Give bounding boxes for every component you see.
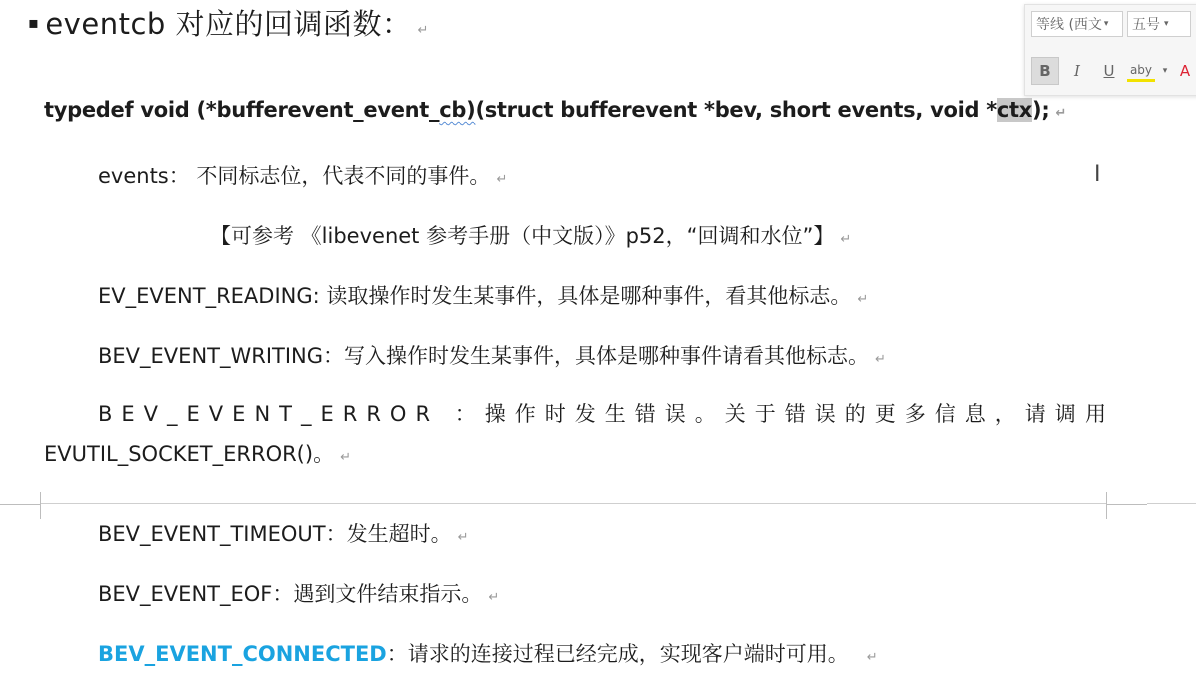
- reading-text: EV_EVENT_READING: 读取操作时发生某事件，具体是哪种事件，看其他标志。: [98, 284, 852, 308]
- error-line-cont[interactable]: [44, 438, 351, 468]
- chevron-down-icon[interactable]: ▾: [1162, 66, 1168, 76]
- error-text: BEV_EVENT_ERROR ：操作时发生错误。关于错误的更多信息，请调: [98, 402, 1085, 426]
- paragraph-mark-icon: ↵: [496, 172, 508, 187]
- font-size-value: 五号: [1132, 17, 1160, 33]
- spellcheck-squiggle-text[interactable]: cb): [439, 98, 476, 122]
- section-heading: [28, 2, 429, 43]
- code-part-1: typedef void (*bufferevent_event_: [44, 98, 440, 122]
- italic-button[interactable]: I: [1074, 62, 1080, 80]
- paragraph-mark-icon: ↵: [488, 590, 500, 605]
- connected-key: BEV_EVENT_CONNECTED: [98, 642, 387, 666]
- underline-button[interactable]: U: [1103, 62, 1115, 80]
- paragraph-mark-icon: ↵: [340, 450, 351, 465]
- connected-desc: ：请求的连接过程已经完成，实现客户端时可用。: [386, 642, 849, 666]
- paragraph-mark-icon: ↵: [457, 530, 469, 545]
- bold-button[interactable]: B: [1031, 57, 1059, 85]
- page-corner-left-bottom: [0, 504, 41, 519]
- eof-line[interactable]: [98, 578, 499, 608]
- events-line[interactable]: [98, 160, 507, 190]
- bullet-icon: ▪: [28, 13, 40, 32]
- paragraph-mark-icon: ↵: [866, 650, 878, 665]
- reference-text: 【可参考 《libevenet 参考手册（中文版）》p52，“回调和水位”】: [210, 224, 835, 248]
- error-text-end: 用: [1085, 402, 1106, 426]
- paragraph-mark-icon: ↵: [417, 23, 429, 38]
- reading-line[interactable]: [98, 280, 868, 310]
- reference-line[interactable]: [210, 220, 851, 250]
- mini-format-toolbar: [1024, 4, 1196, 96]
- chevron-down-icon: ▾: [1164, 19, 1169, 29]
- paragraph-mark-icon: ↵: [857, 292, 869, 307]
- connected-line[interactable]: [98, 638, 878, 668]
- writing-line[interactable]: [98, 340, 886, 370]
- selected-text[interactable]: ctx: [996, 98, 1033, 122]
- font-name-value: 等线 (西文: [1036, 17, 1102, 33]
- font-color-button[interactable]: A: [1179, 62, 1191, 80]
- page-corner-right-bottom: [1106, 504, 1147, 519]
- page-break: [0, 503, 1196, 504]
- font-name-select[interactable]: [1031, 11, 1123, 37]
- error-line[interactable]: [98, 398, 1106, 428]
- code-part-3: );: [1032, 98, 1050, 122]
- heading-text: eventcb 对应的回调函数：: [45, 7, 412, 41]
- font-size-select[interactable]: [1127, 11, 1191, 37]
- events-text: events： 不同标志位，代表不同的事件。: [98, 164, 491, 188]
- timeout-text: BEV_EVENT_TIMEOUT：发生超时。: [98, 522, 452, 546]
- error-func-text: EVUTIL_SOCKET_ERROR()。: [44, 442, 335, 466]
- paragraph-mark-icon: ↵: [1055, 106, 1067, 121]
- text-cursor-icon: I: [1094, 162, 1101, 187]
- typedef-line[interactable]: [44, 98, 1066, 122]
- highlight-button[interactable]: aby: [1127, 60, 1155, 82]
- timeout-line[interactable]: [98, 518, 469, 548]
- paragraph-mark-icon: ↵: [840, 232, 852, 247]
- paragraph-mark-icon: ↵: [875, 352, 886, 367]
- chevron-down-icon: ▾: [1103, 19, 1109, 29]
- code-part-2: (struct bufferevent *bev, short events, void *: [475, 98, 997, 122]
- writing-text: BEV_EVENT_WRITING：写入操作时发生某事件，具体是哪种事件请看其他标志。: [98, 344, 870, 368]
- eof-text: BEV_EVENT_EOF：遇到文件结束指示。: [98, 582, 483, 606]
